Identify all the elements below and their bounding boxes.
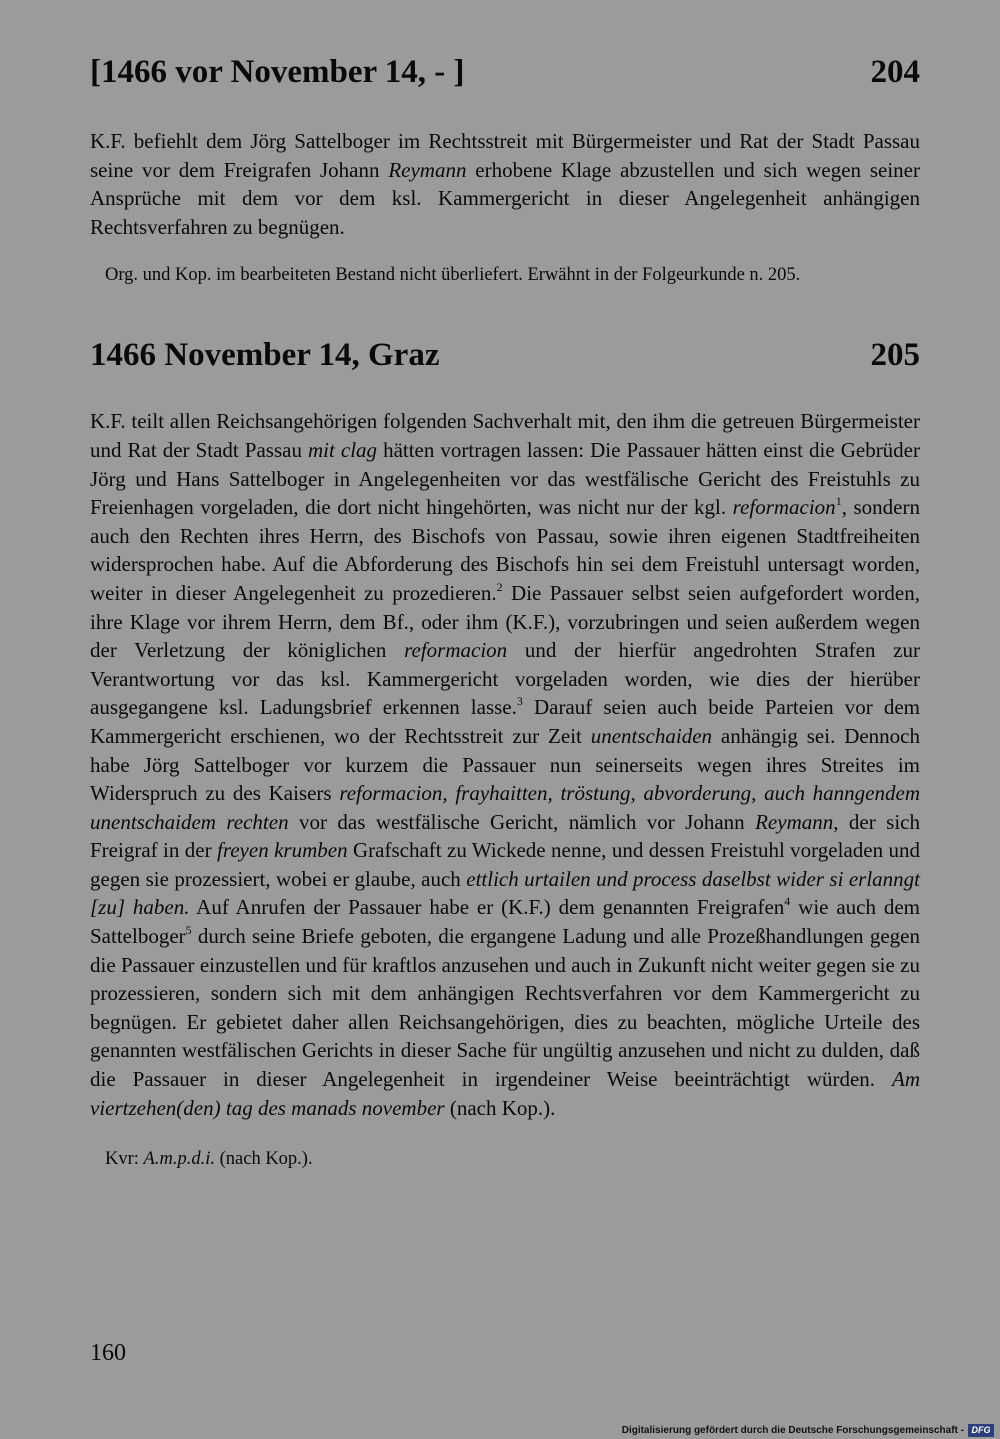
text-run: K.F. teilt allen Reichsangehörigen folgenden Sachverhalt mit, den ihm die getreuen Bürgermeister und Rat der Stadt Passau	[90, 409, 920, 462]
entry-number: 205	[870, 337, 920, 374]
footnote-marker: 3	[516, 694, 523, 709]
text-run: Grafschaft zu Wickede nenne, und dessen Freistuhl vorgeladen und gegen sie prozessiert, wobei er glaube, auch	[90, 838, 920, 891]
italic-quote: reformacion, frayhaitten, tröstung, abvorderung, auch hanngendem unentschaidem rechten	[90, 781, 920, 834]
text-run: vor das westfälische Gericht, nämlich vor Johann	[288, 809, 756, 834]
italic-quote: Reymann	[755, 809, 834, 834]
text-run: Darauf seien auch beide Parteien vor dem Kammergericht erschienen, wo der Rechtsstreit zur Zeit	[90, 695, 920, 748]
italic-quote: A.m.p.d.i.	[143, 1149, 215, 1170]
entry-heading-204	[90, 50, 920, 94]
text-run: (nach Kop.).	[214, 1149, 313, 1170]
credit-text: Digitalisierung gefördert durch die Deutsche Forschungsgemeinschaft -	[621, 1425, 964, 1436]
dfg-logo: DFG	[968, 1424, 994, 1437]
italic-quote: Am viertzehen(den) tag des manads november	[90, 1067, 920, 1120]
footnote-marker: 2	[496, 579, 503, 594]
text-run: Die Passauer selbst seien aufgefordert worden, ihre Klage vor ihrem Herrn, dem Bf., oder ihm (K.F.), vorzubringen und seien außerdem wegen der Verletzung der königlichen	[90, 580, 920, 663]
entry-date-heading: 1466 November 14, Graz	[90, 337, 440, 374]
italic-quote: reformacion	[404, 638, 508, 663]
text-run: Kvr:	[105, 1149, 144, 1170]
page-number: 160	[90, 1340, 126, 1366]
text-run: , sondern auch den Rechten ihres Herrn, des Bischofs von Passau, sowie ihren eigenen Stadtfreiheiten widersprochen habe. Auf die Abforderung des Bischofs hin sei dem Freistuhl untersagt worden, weiter in dieser Angelegenheit zu prozedieren.	[90, 495, 920, 605]
text-run: erhobene Klage abzustellen und sich wegen seiner Ansprüche mit dem vor dem ksl. Kammergericht in dieser Angelegenheit anhängigen Rechtsverfahren zu begnügen.	[90, 157, 920, 239]
italic-quote: freyen krumben	[217, 838, 348, 863]
footnote-marker: 5	[185, 923, 192, 938]
chancery-note	[90, 1147, 920, 1171]
entry-date-heading: [1466 vor November 14, - ]	[90, 54, 465, 90]
footnote-marker: 1	[835, 494, 842, 509]
entry-heading-205	[90, 333, 920, 377]
digitization-credit	[622, 1424, 994, 1437]
text-run: K.F. befiehlt dem Jörg Sattelboger im Rechtsstreit mit Bürgermeister und Rat der Stadt Passau seine vor dem Freigrafen Johann	[90, 129, 920, 182]
italic-quote: unentschaiden	[590, 723, 713, 748]
text-run: wie auch dem Sattelboger	[90, 895, 921, 949]
text-run: Org. und Kop. im bearbeiteten Bestand nicht überliefert. Erwähnt in der Folgeurkunde n. 205.	[105, 265, 801, 286]
page-body	[90, 50, 920, 1171]
text-run: hätten vortragen lassen: Die Passauer hätten einst die Gebrüder Jörg und Hans Sattelboger in Angelegenheiten vor das westfälische Gericht des Freistuhls zu Freienhagen vorgeladen, die dort nicht hingehörten, was nicht nur der kgl.	[90, 437, 920, 520]
italic-quote: Reymann	[388, 157, 467, 182]
text-run: , der sich Freigraf in der	[90, 809, 920, 863]
footnote-marker: 4	[784, 894, 791, 909]
tradition-note	[90, 263, 920, 287]
text-run: Auf Anrufen der Passauer habe er (K.F.) dem genannten Freigrafen	[189, 895, 785, 920]
entry-number: 204	[870, 54, 920, 90]
entry-note-204	[90, 263, 920, 287]
italic-quote: mit clag	[308, 437, 378, 462]
italic-quote: ettlich urtailen und process daselbst wider si erlanngt [zu] haben.	[90, 866, 920, 920]
entry-note-205	[90, 1147, 920, 1171]
text-run: durch seine Briefe geboten, die ergangene Ladung und alle Prozeßhandlungen gegen die Passauer einzustellen und für kraftlos anzusehen und auch in Zukunft nicht weiter gegen sie zu prozessieren, sondern sich mit dem anhängigen Rechtsverfahren vor dem Kammergericht zu begnügen. Er gebietet daher allen Reichsangehörigen, dies zu beachten, mögliche Urteile des genannten westfälischen Gerichts in dieser Sache für ungültig anzusehen und nicht zu dulden, daß die Passauer in dieser Angelegenheit in irgendeiner Weise beeinträchtigt würden.	[90, 924, 920, 1092]
text-run: und der hierfür angedrohten Strafen zur Verantwortung vor das ksl. Kammergericht vorgeladen worden, wie dies der hierüber ausgegangene ksl. Ladungsbrief erkennen lasse.	[90, 638, 921, 720]
italic-quote: reformacion	[732, 495, 836, 520]
entry-summary-204	[90, 127, 920, 241]
text-run: anhängig sei. Dennoch habe Jörg Sattelboger vor kurzem die Passauer nun seinerseits wegen ihres Streites im Widerspruch zu des Kaisers	[90, 723, 920, 806]
entry-summary-205	[90, 407, 920, 1122]
text-run: (nach Kop.).	[444, 1095, 556, 1120]
